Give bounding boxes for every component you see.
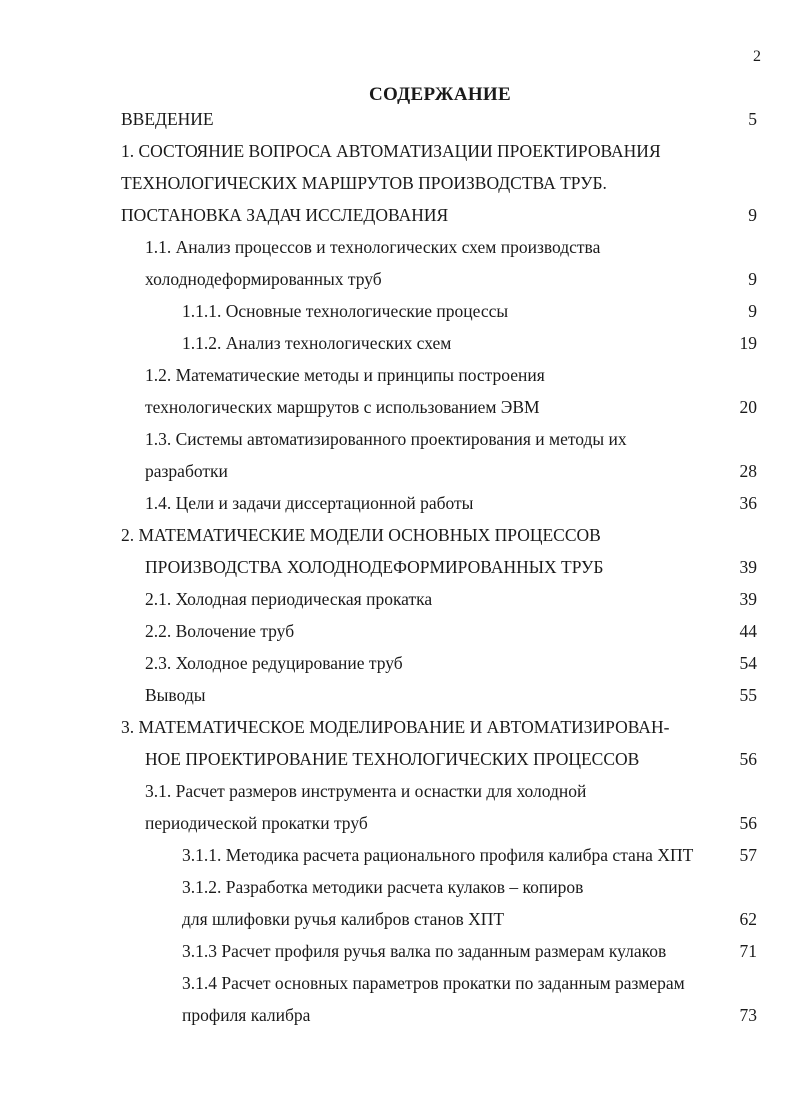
toc-entry-text: для шлифовки ручья калибров станов ХПТ [182,909,505,929]
toc-entry-page: 39 [739,589,757,609]
toc-entry-page: 9 [748,269,757,289]
toc-entry-page: 71 [739,941,757,961]
toc-entry-page: 56 [739,749,757,769]
toc-entry-page: 9 [748,301,757,321]
toc-entry-text: 3.1.1. Методика расчета рационального профиля калибра стана ХПТ [182,845,694,865]
toc-entry-text: ПРОИЗВОДСТВА ХОЛОДНОДЕФОРМИРОВАННЫХ ТРУБ [145,557,604,577]
toc-entry-text: 1. СОСТОЯНИЕ ВОПРОСА АВТОМАТИЗАЦИИ ПРОЕКТИРОВАНИЯ [121,141,661,161]
page-title: СОДЕРЖАНИЕ [369,84,511,105]
toc-entry-text: периодической прокатки труб [145,813,368,833]
toc-entry-text: ТЕХНОЛОГИЧЕСКИХ МАРШРУТОВ ПРОИЗВОДСТВА ТРУБ. [121,173,607,193]
toc-entry-text: технологических маршрутов с использованием ЭВМ [145,397,540,417]
toc-entry-text: 2.1. Холодная периодическая прокатка [145,589,433,609]
toc-entry-page: 44 [739,621,757,641]
toc-entry-text: 2.3. Холодное редуцирование труб [145,653,403,673]
page-number: 2 [753,48,761,65]
toc-entry-text: холоднодеформированных труб [145,269,382,289]
toc-entry-text: 1.3. Системы автоматизированного проектирования и методы их [145,429,627,449]
toc-entry-page: 36 [739,493,757,513]
toc-entry-text: 2.2. Волочение труб [145,621,295,641]
toc-entry-page: 9 [748,205,757,225]
toc-entry-page: 5 [748,109,757,129]
toc-entry-page: 54 [739,653,757,673]
toc-entry-text: ПОСТАНОВКА ЗАДАЧ ИССЛЕДОВАНИЯ [121,205,449,225]
toc-entry-page: 28 [739,461,757,481]
toc-entry-page: 19 [739,333,757,353]
toc-entry-page: 73 [739,1005,757,1025]
toc-entry-text: разработки [145,461,228,481]
toc-entry-text: 1.1.2. Анализ технологических схем [182,333,452,353]
toc-entry-page: 39 [739,557,757,577]
toc-entry-page: 62 [739,909,757,929]
toc-entry-text: 1.1.1. Основные технологические процессы [182,301,509,321]
toc-entry-text: Выводы [145,685,206,705]
toc-entry-text: 3. МАТЕМАТИЧЕСКОЕ МОДЕЛИРОВАНИЕ И АВТОМАТИЗИРОВАН- [121,717,670,737]
toc-entry-page: 56 [739,813,757,833]
toc-entry-text: 3.1. Расчет размеров инструмента и оснастки для холодной [145,781,587,801]
toc-entry-text: 2. МАТЕМАТИЧЕСКИЕ МОДЕЛИ ОСНОВНЫХ ПРОЦЕССОВ [121,525,601,545]
toc-entry-text: 3.1.2. Разработка методики расчета кулаков – копиров [182,877,584,897]
toc-entry-text: НОЕ ПРОЕКТИРОВАНИЕ ТЕХНОЛОГИЧЕСКИХ ПРОЦЕССОВ [145,749,640,769]
toc-entry-text: 3.1.3 Расчет профиля ручья валка по заданным размерам кулаков [182,941,667,961]
toc-entry-text: профиля калибра [182,1005,311,1025]
toc-entry-text: 3.1.4 Расчет основных параметров прокатки по заданным размерам [182,973,685,993]
toc-entry-text: 1.2. Математические методы и принципы построения [145,365,545,385]
toc-entry-page: 57 [739,845,757,865]
toc-entry-page: 55 [739,685,757,705]
toc-entry-page: 20 [739,397,757,417]
toc-entry-text: ВВЕДЕНИЕ [121,109,214,129]
toc-entry-text: 1.1. Анализ процессов и технологических схем производства [145,237,601,257]
toc-entry-text: 1.4. Цели и задачи диссертационной работы [145,493,474,513]
